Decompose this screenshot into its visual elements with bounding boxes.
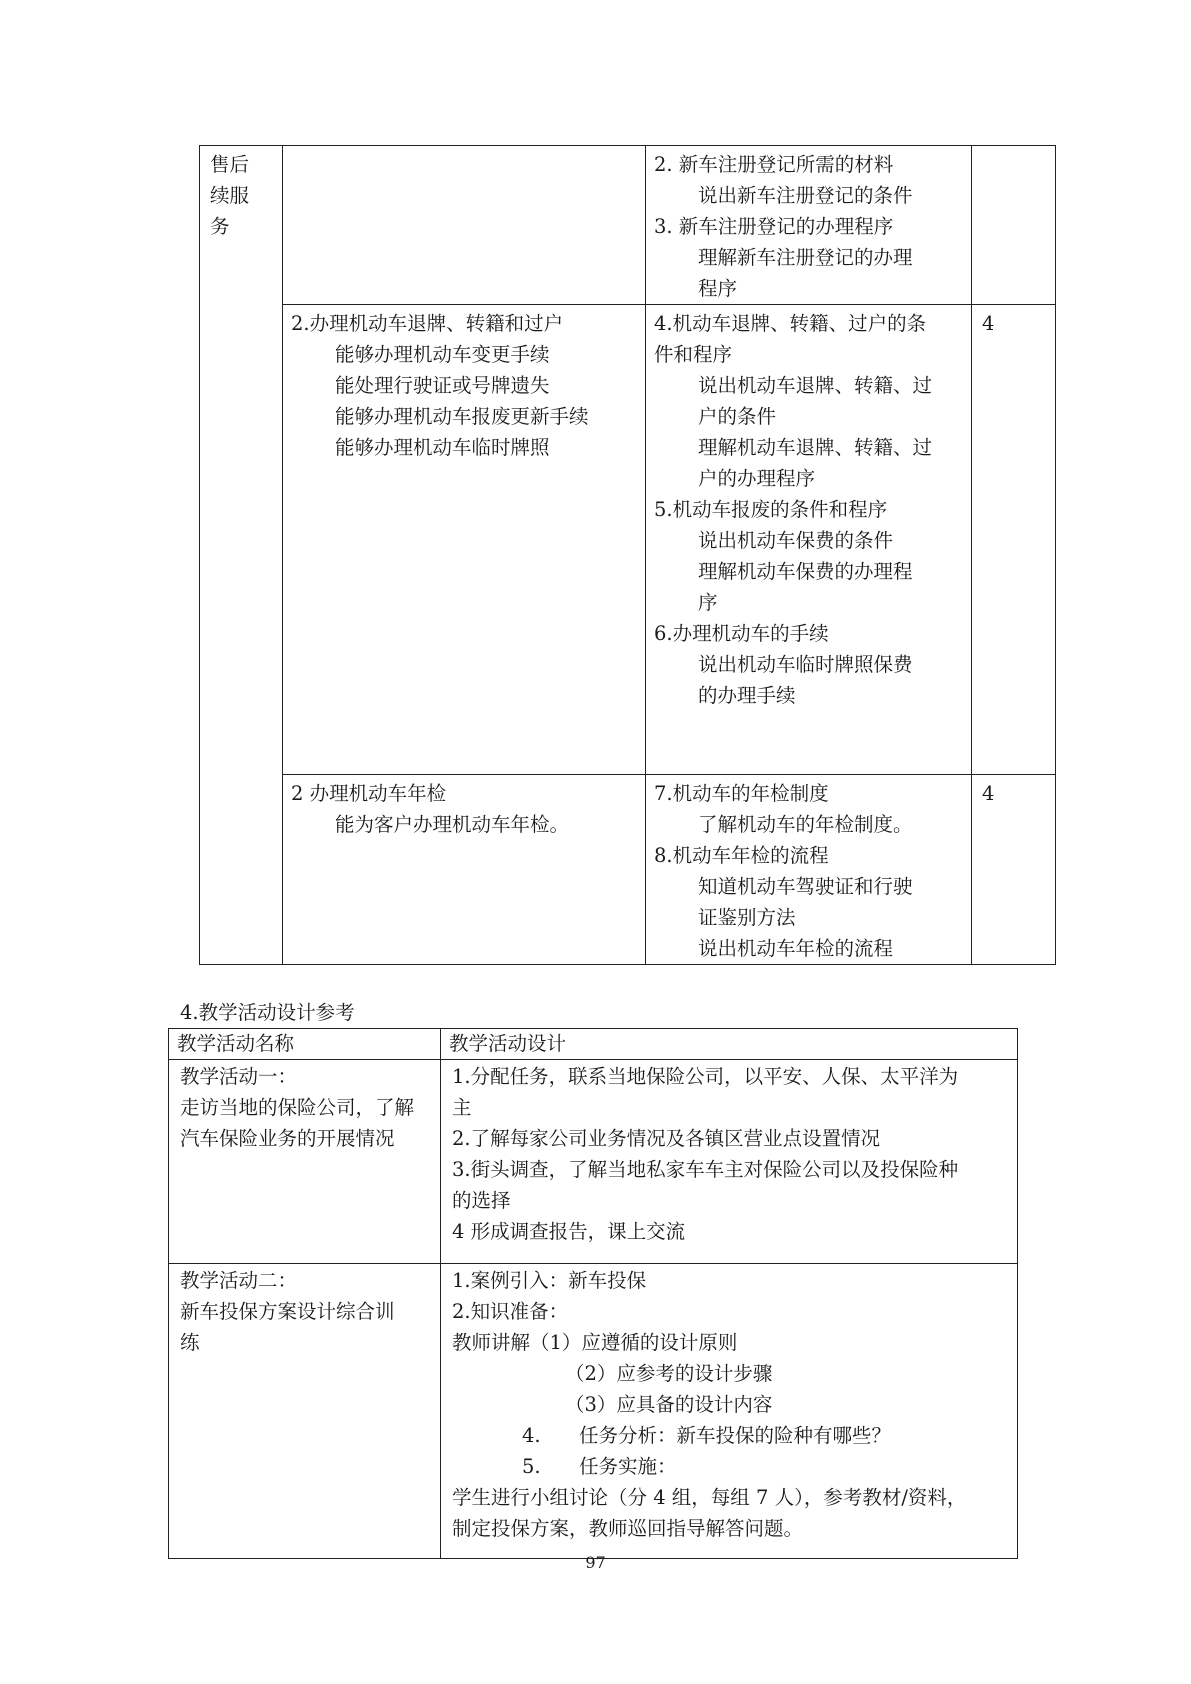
skills-cell [283,305,646,775]
cell-line: 汽车保险业务的开展情况 [180,1127,395,1150]
cell-line: 能够办理机动车临时牌照 [335,436,550,459]
design-line: 2.知识准备： [452,1300,569,1323]
cell-line: 7.机动车的年检制度 [654,782,829,805]
cell-line: 1.分配任务，联系当地保险公司，以平安、人保、太平洋为 [452,1065,959,1088]
module-name-line: 续服 [210,184,250,207]
section-heading: 4.教学活动设计参考 [180,1001,355,1024]
cell-line: 走访当地的保险公司，了解 [180,1096,415,1119]
design-sub-item: （3）应具备的设计内容 [565,1393,773,1416]
table-row [169,1060,1018,1264]
design-line: 教师讲解（1）应遵循的设计原则 [452,1331,738,1354]
activity-design-cell [441,1264,1018,1559]
table-row [200,775,1056,965]
cell-line: 说出机动车保费的条件 [698,529,894,552]
skills-cell [283,775,646,965]
cell-line: 理解新车注册登记的办理 [698,246,913,269]
design-numbered-item [452,1420,1017,1451]
knowledge-cell [646,146,972,305]
design-numbered-item [452,1451,1017,1482]
item-text: 任务实施： [579,1455,677,1478]
design-line: 学生进行小组讨论（分 4 组，每组 7 人），参考教材/资料， [452,1486,967,1509]
skills-cell [283,146,646,305]
cell-line: 4.机动车退牌、转籍、过户的条 [654,312,927,335]
teaching-activity-table [168,1028,1018,1559]
cell-line: 5.机动车报废的条件和程序 [654,498,888,521]
cell-line: 教学活动二： [180,1269,298,1292]
hours-cell [972,146,1056,305]
cell-line: 的选择 [452,1189,511,1212]
cell-line: 说出机动车退牌、转籍、过 [698,374,933,397]
cell-line: 能为客户办理机动车年检。 [335,813,570,836]
table-row [169,1264,1018,1559]
hours-value: 4 [982,312,995,335]
column-header-activity-name: 教学活动名称 [169,1029,441,1060]
cell-line: 户的条件 [698,405,777,428]
design-sub-item: （2）应参考的设计步骤 [565,1362,773,1385]
item-number: 5. [522,1455,541,1478]
cell-line: 序 [698,591,718,614]
cell-line: 说出机动车临时牌照保费 [698,653,913,676]
cell-line: 新车投保方案设计综合训 [180,1300,395,1323]
cell-line: 教学活动一： [180,1065,298,1088]
hours-cell [972,775,1056,965]
cell-line: 能够办理机动车报废更新手续 [335,405,589,428]
activity-name-cell [169,1060,441,1264]
hours-cell [972,305,1056,775]
knowledge-cell [646,305,972,775]
hours-value [982,149,1055,180]
cell-line: 证鉴别方法 [698,906,796,929]
cell-line: 3.街头调查，了解当地私家车车主对保险公司以及投保险种 [452,1158,959,1181]
cell-line: 练 [180,1331,200,1354]
module-name-line: 售后 [210,153,250,176]
cell-line: 2.办理机动车退牌、转籍和过户 [291,312,564,335]
activity-design-cell [441,1060,1018,1264]
cell-line: 知道机动车驾驶证和行驶 [698,875,913,898]
cell-line: 2. 新车注册登记所需的材料 [654,153,894,176]
table-row [200,146,1056,305]
design-line: 制定投保方案，教师巡回指导解答问题。 [452,1517,804,1540]
column-header-activity-design: 教学活动设计 [441,1029,1018,1060]
cell-line: 理解机动车保费的办理程 [698,560,913,583]
cell-line: 主 [452,1096,472,1119]
item-text: 任务分析：新车投保的险种有哪些？ [579,1424,892,1447]
cell-line: 3. 新车注册登记的办理程序 [654,215,894,238]
table-header-row [169,1029,1018,1060]
cell-line: 2.了解每家公司业务情况及各镇区营业点设置情况 [452,1127,881,1150]
module-name-line: 务 [210,215,230,238]
activity-name-cell [169,1264,441,1559]
page-number: 97 [585,1553,606,1572]
cell-line: 的办理手续 [698,684,796,707]
cell-line: 能够办理机动车变更手续 [335,343,550,366]
item-number: 4. [522,1424,541,1447]
cell-line: 理解机动车退牌、转籍、过 [698,436,933,459]
cell-line: 户的办理程序 [698,467,816,490]
cell-line: 6.办理机动车的手续 [654,622,829,645]
cell-line: 程序 [698,277,738,300]
cell-line: 件和程序 [654,343,733,366]
cell-line: 了解机动车的年检制度。 [698,813,913,836]
course-content-table [199,145,1056,965]
design-line: 1.案例引入：新车投保 [452,1269,647,1292]
knowledge-cell [646,775,972,965]
cell-line: 能处理行驶证或号牌遗失 [335,374,550,397]
table-row [200,305,1056,775]
cell-line: 8.机动车年检的流程 [654,844,829,867]
module-name-cell [200,146,283,965]
hours-value: 4 [982,782,995,805]
cell-line: 2 办理机动车年检 [291,782,447,805]
cell-line: 说出新车注册登记的条件 [698,184,913,207]
cell-line: 4 形成调查报告，课上交流 [452,1220,686,1243]
cell-line: 说出机动车年检的流程 [698,937,894,960]
